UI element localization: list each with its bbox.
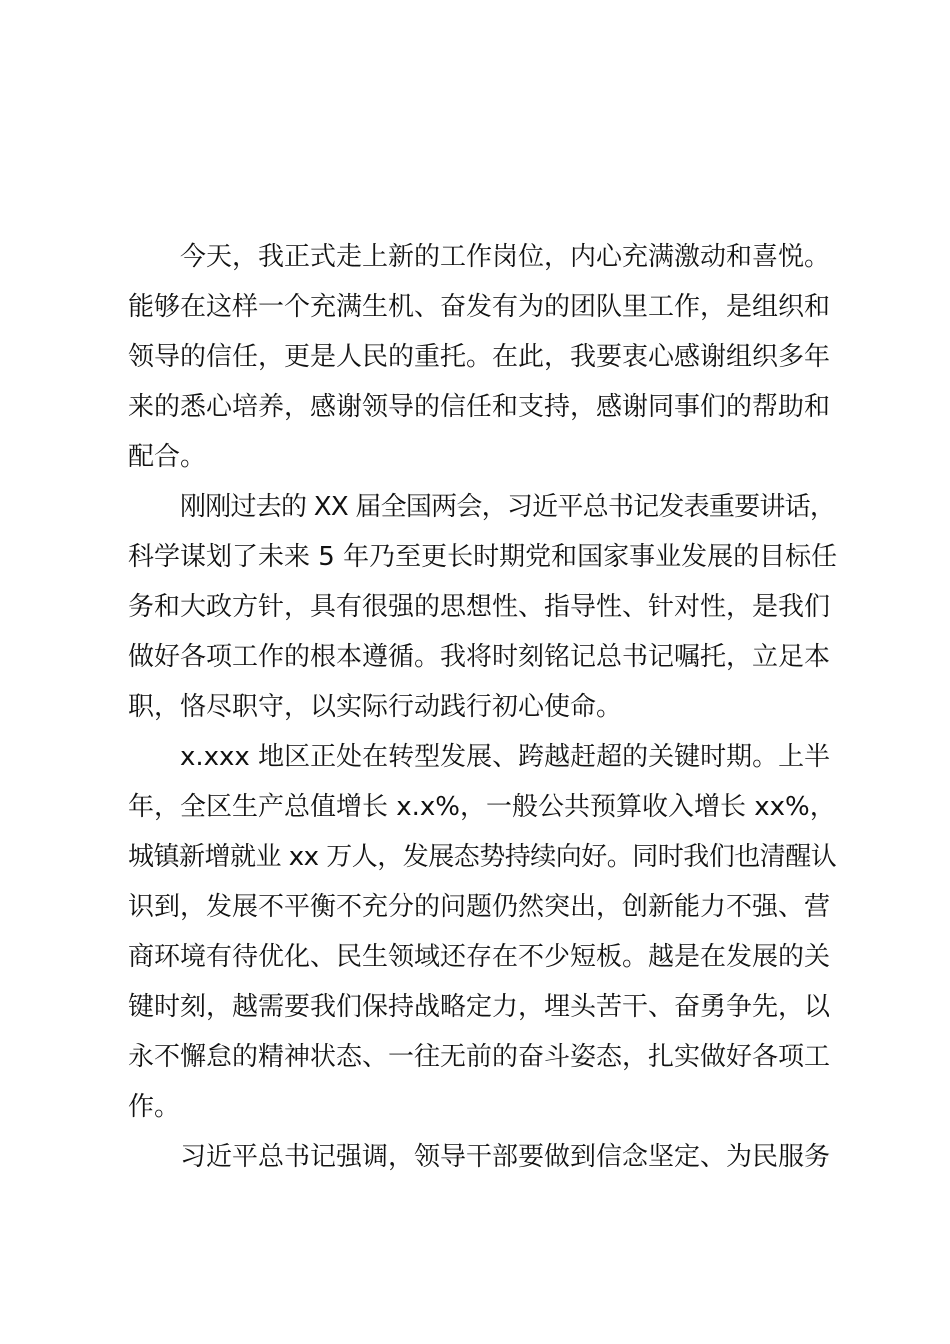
paragraph-2-line-1: 刚刚过去的 XX 届全国两会，习近平总书记发表重要讲话， bbox=[180, 492, 836, 522]
paragraph-1-line-4: 来的悉心培养，感谢领导的信任和支持，感谢同事们的帮助和 bbox=[128, 392, 831, 422]
paragraph-2-line-4: 做好各项工作的根本遵循。我将时刻铭记总书记嘱托，立足本 bbox=[128, 642, 831, 672]
paragraph-3-line-5: 商环境有待优化、民生领域还存在不少短板。越是在发展的关 bbox=[128, 942, 831, 972]
paragraph-1-line-5: 配合。 bbox=[128, 442, 207, 472]
paragraph-2-line-5: 职，恪尽职守，以实际行动践行初心使命。 bbox=[128, 692, 623, 722]
paragraph-3-line-1: x.xxx 地区正处在转型发展、跨越赶超的关键时期。上半 bbox=[180, 742, 831, 772]
paragraph-3-line-4: 识到，发展不平衡不充分的问题仍然突出，创新能力不强、营 bbox=[128, 892, 831, 922]
paragraph-3-line-2: 年，全区生产总值增长 x.x%，一般公共预算收入增长 xx%， bbox=[128, 792, 836, 822]
paragraph-3-line-8: 作。 bbox=[128, 1092, 181, 1122]
paragraph-3-line-7: 永不懈怠的精神状态、一往无前的奋斗姿态，扎实做好各项工 bbox=[128, 1042, 831, 1072]
document-body bbox=[128, 232, 840, 1182]
paragraph-2-line-3: 务和大政方针，具有很强的思想性、指导性、针对性，是我们 bbox=[128, 592, 831, 622]
paragraph-1-line-1: 今天，我正式走上新的工作岗位，内心充满激动和喜悦。 bbox=[180, 242, 831, 272]
paragraph-4-line-1: 习近平总书记强调，领导干部要做到信念坚定、为民服务 bbox=[180, 1142, 831, 1172]
paragraph-2-line-2: 科学谋划了未来 5 年乃至更长时期党和国家事业发展的目标任 bbox=[128, 542, 838, 572]
paragraph-1-line-3: 领导的信任，更是人民的重托。在此，我要衷心感谢组织多年 bbox=[128, 342, 831, 372]
paragraph-3-line-3: 城镇新增就业 xx 万人，发展态势持续向好。同时我们也清醒认 bbox=[128, 842, 837, 872]
paragraph-3-line-6: 键时刻，越需要我们保持战略定力，埋头苦干、奋勇争先，以 bbox=[128, 992, 831, 1022]
paragraph-1-line-2: 能够在这样一个充满生机、奋发有为的团队里工作，是组织和 bbox=[128, 292, 831, 322]
